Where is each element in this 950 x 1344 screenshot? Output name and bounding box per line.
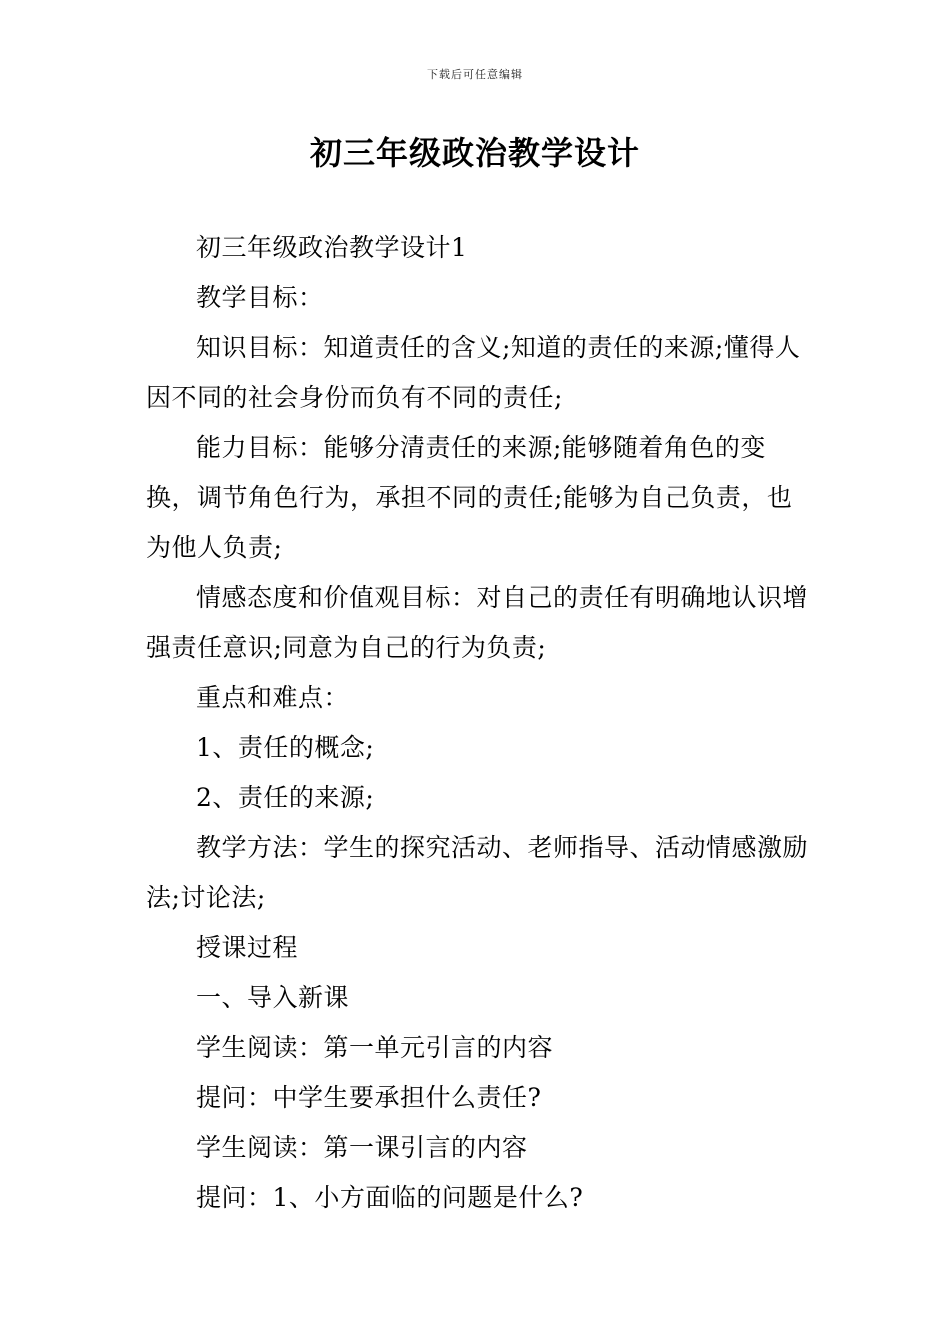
paragraph: 提问：中学生要承担什么责任? xyxy=(196,1083,542,1112)
paragraph: 学生阅读：第一单元引言的内容 xyxy=(196,1033,554,1062)
paragraph: 一、导入新课 xyxy=(196,983,350,1012)
paragraph: 教学方法：学生的探究活动、老师指导、活动情感激励法;讨论法; xyxy=(146,833,809,912)
paragraph: 学生阅读：第一课引言的内容 xyxy=(196,1133,528,1162)
paragraph: 1、责任的概念; xyxy=(196,733,375,762)
paragraph: 教学目标： xyxy=(196,283,324,312)
paragraph: 授课过程 xyxy=(196,933,299,962)
paragraph: 2、责任的来源; xyxy=(196,783,375,812)
document-body xyxy=(146,223,810,1223)
paragraph: 能力目标：能够分清责任的来源;能够随着角色的变换，调节角色行为，承担不同的责任;能够为自己负责，也为他人负责; xyxy=(146,433,793,562)
document-title: 初三年级政治教学设计 xyxy=(309,134,640,172)
paragraph: 情感态度和价值观目标：对自己的责任有明确地认识增强责任意识;同意为自己的行为负责; xyxy=(146,583,809,662)
paragraph: 知识目标：知道责任的含义;知道的责任的来源;懂得人因不同的社会身份而负有不同的责任; xyxy=(146,333,801,412)
paragraph: 重点和难点： xyxy=(196,683,350,712)
page-header-note: 下载后可任意编辑 xyxy=(427,68,523,81)
paragraph: 初三年级政治教学设计1 xyxy=(196,233,468,262)
paragraph: 提问：1、小方面临的问题是什么? xyxy=(196,1183,584,1212)
